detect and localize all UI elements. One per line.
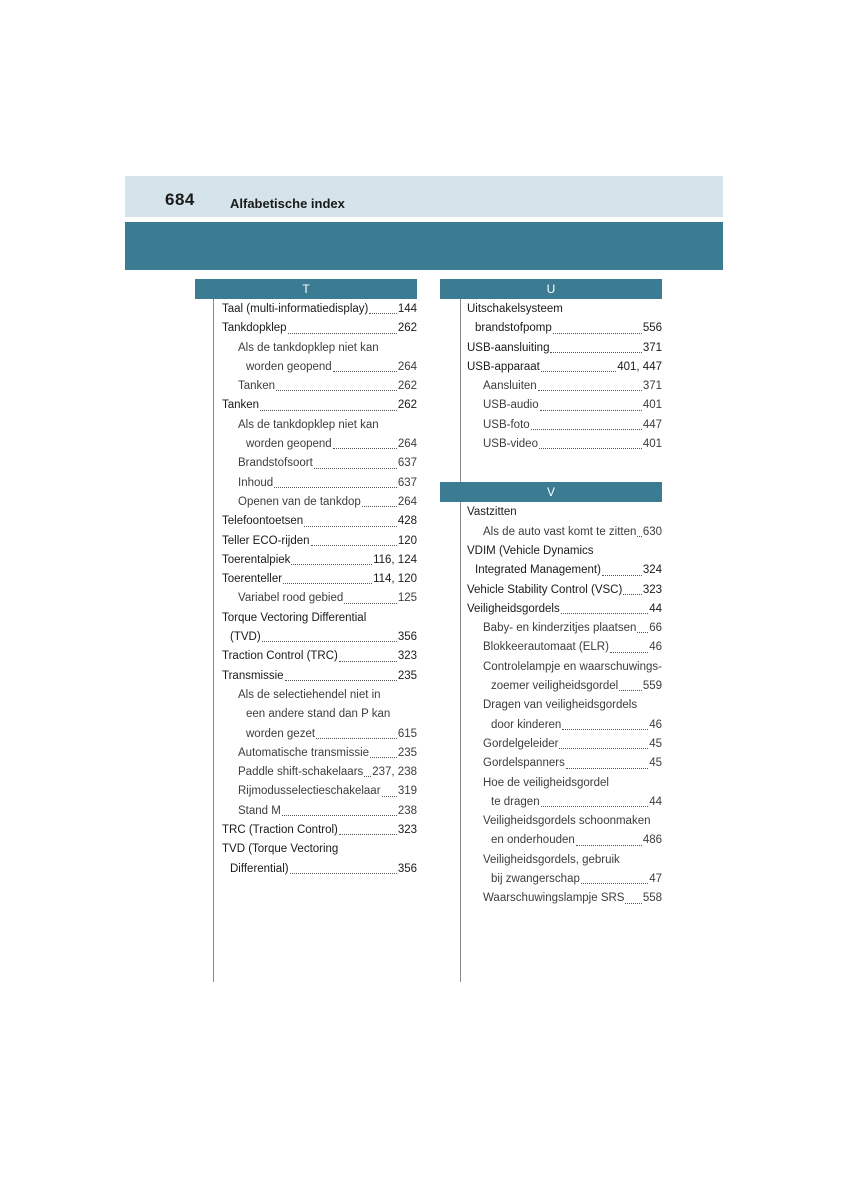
entry-page: 45: [649, 757, 662, 770]
entry-page: 264: [397, 438, 417, 451]
entry-text: USB-foto: [483, 418, 530, 431]
index-entry: [467, 851, 662, 870]
entry-page: 45: [649, 737, 662, 750]
entry-page: 637: [397, 476, 417, 489]
entry-page: 371: [642, 341, 662, 354]
index-entry: [467, 716, 662, 735]
index-entry: [222, 339, 417, 358]
entry-text: Gordelspanners: [483, 757, 565, 770]
index-entry: [222, 300, 417, 319]
entry-text: Traction Control (TRC): [222, 650, 338, 663]
dot-leader: [538, 390, 642, 391]
entry-page: 559: [642, 680, 662, 693]
entry-text: USB-video: [483, 438, 538, 451]
entry-page: 323: [642, 583, 662, 596]
index-entry: [222, 493, 417, 512]
entry-text: Paddle shift-schakelaars: [238, 766, 364, 779]
index-entries-u: [440, 299, 662, 454]
entry-page: 264: [397, 495, 417, 508]
letter-heading-v: V: [440, 482, 662, 502]
entry-text: Toerenteller: [222, 573, 283, 586]
entry-text: Als de auto vast komt te zitten: [483, 525, 637, 538]
index-entry: [222, 860, 417, 879]
index-entry: [222, 705, 417, 724]
entry-page: 401: [642, 438, 662, 451]
entry-text: Transmissie: [222, 669, 284, 682]
entry-text: Als de tankdopklep niet kan: [238, 341, 379, 354]
dot-leader: [531, 429, 642, 430]
entry-text: Gordelgeleider: [483, 737, 559, 750]
entry-text: Teller ECO-rijden: [222, 534, 310, 547]
index-entry: [222, 821, 417, 840]
index-entry: [467, 677, 662, 696]
index-entry: [467, 561, 662, 580]
dot-leader: [314, 468, 397, 469]
entry-text: VDIM (Vehicle Dynamics: [467, 544, 594, 557]
index-entry: [467, 696, 662, 715]
entry-page: 319: [397, 785, 417, 798]
index-entry: [222, 474, 417, 493]
index-column-left: [195, 279, 417, 879]
entry-text: Als de tankdopklep niet kan: [238, 418, 379, 431]
dot-leader: [364, 776, 371, 777]
index-entry: [222, 396, 417, 415]
letter-heading-u: U: [440, 279, 662, 299]
entry-text: Baby- en kinderzitjes plaatsen: [483, 622, 637, 635]
header-band: [125, 176, 723, 217]
index-entry: [467, 503, 662, 522]
entry-text: (TVD): [230, 631, 261, 644]
page-title: Alfabetische index: [230, 196, 345, 211]
entry-text: worden geopend: [246, 360, 332, 373]
dot-leader: [370, 757, 397, 758]
dot-leader: [602, 575, 642, 576]
dot-leader: [333, 448, 397, 449]
entry-page: 262: [397, 399, 417, 412]
entry-text: Tanken: [238, 380, 276, 393]
entry-page: 630: [642, 525, 662, 538]
entry-page: 371: [642, 380, 662, 393]
entry-page: 356: [397, 631, 417, 644]
dot-leader: [553, 333, 642, 334]
entry-page: 262: [397, 380, 417, 393]
dot-leader: [559, 748, 648, 749]
entry-text: Tankdopklep: [222, 322, 287, 335]
dot-leader: [562, 729, 648, 730]
entry-text: worden geopend: [246, 438, 332, 451]
index-entry: [467, 754, 662, 773]
entry-page: 556: [642, 322, 662, 335]
dot-leader: [288, 333, 397, 334]
entry-page: 324: [642, 564, 662, 577]
index-entry: [222, 570, 417, 589]
dot-leader: [285, 680, 397, 681]
index-entry: [467, 793, 662, 812]
entry-page: 116, 124: [373, 553, 417, 566]
dot-leader: [540, 410, 642, 411]
index-entry: [467, 416, 662, 435]
index-entries-t: [195, 299, 417, 879]
entry-text: Veiligheidsgordels schoonmaken: [483, 815, 651, 828]
index-entry: [222, 319, 417, 338]
entry-text: Waarschuwingslampje SRS: [483, 892, 625, 905]
index-column-right: [440, 279, 662, 909]
entry-page: 262: [397, 322, 417, 335]
entry-text: een andere stand dan P kan: [246, 708, 391, 721]
entry-text: USB-audio: [483, 399, 539, 412]
index-entry: [467, 812, 662, 831]
dot-leader: [262, 641, 397, 642]
entry-page: 323: [397, 824, 417, 837]
index-entry: [222, 802, 417, 821]
dot-leader: [291, 564, 372, 565]
dot-leader: [304, 526, 397, 527]
index-entry: [222, 435, 417, 454]
entry-text: Veiligheidsgordels: [467, 602, 560, 615]
index-entry: [467, 358, 662, 377]
index-entry: [467, 581, 662, 600]
dot-leader: [274, 487, 397, 488]
dot-leader: [316, 738, 397, 739]
index-entry: [467, 435, 662, 454]
entry-text: TVD (Torque Vectoring: [222, 843, 339, 856]
dot-leader: [382, 796, 397, 797]
dot-leader: [276, 390, 397, 391]
dot-leader: [637, 632, 648, 633]
index-entry: [467, 600, 662, 619]
entry-text: Rijmodusselectieschakelaar: [238, 785, 381, 798]
index-entry: [467, 396, 662, 415]
entry-text: Vehicle Stability Control (VSC): [467, 583, 623, 596]
index-entry: [467, 542, 662, 561]
entry-text: Automatische transmissie: [238, 746, 370, 759]
entry-text: brandstofpomp: [475, 322, 552, 335]
entry-page: 120: [397, 534, 417, 547]
index-entry: [467, 870, 662, 889]
entry-text: Als de selectiehendel niet in: [238, 688, 381, 701]
index-entry: [467, 774, 662, 793]
dot-leader: [290, 873, 397, 874]
index-entry: [222, 744, 417, 763]
entry-page: 447: [642, 418, 662, 431]
index-entry: [222, 416, 417, 435]
index-entry: [467, 735, 662, 754]
index-entry: [467, 300, 662, 319]
dot-leader: [333, 371, 397, 372]
entry-text: Veiligheidsgordels, gebruik: [483, 853, 620, 866]
index-entry: [222, 532, 417, 551]
index-entry: [222, 589, 417, 608]
entry-text: Taal (multi-informatiedisplay): [222, 303, 369, 315]
dot-leader: [311, 545, 397, 546]
index-entry: [467, 638, 662, 657]
entry-page: 66: [649, 622, 662, 635]
entry-page: 235: [397, 746, 417, 759]
entry-text: Stand M: [238, 804, 281, 817]
dot-leader: [581, 883, 648, 884]
entry-text: Brandstofsoort: [238, 457, 313, 470]
dot-leader: [283, 583, 372, 584]
entry-text: en onderhouden: [491, 834, 575, 847]
entry-page: 558: [642, 892, 662, 905]
entry-text: TRC (Traction Control): [222, 824, 338, 837]
entry-page: 44: [649, 795, 662, 808]
entry-text: Variabel rood gebied: [238, 592, 344, 605]
dot-leader: [539, 448, 642, 449]
dot-leader: [282, 815, 397, 816]
page-number: 684: [165, 190, 195, 209]
index-entry: [467, 619, 662, 638]
entry-page: 401, 447: [617, 360, 662, 373]
entry-page: 125: [397, 592, 417, 605]
entry-text: Differential): [230, 862, 289, 875]
index-entry: [222, 782, 417, 801]
entry-page: 114, 120: [373, 573, 417, 586]
entry-text: Blokkeerautomaat (ELR): [483, 641, 609, 654]
dot-leader: [566, 768, 648, 769]
index-entry: [222, 377, 417, 396]
dot-leader: [561, 613, 649, 614]
index-entry: [467, 889, 662, 908]
entry-page: 486: [642, 834, 662, 847]
entry-text: Vastzitten: [467, 506, 517, 519]
dot-leader: [625, 903, 641, 904]
index-entry: [222, 512, 417, 531]
entry-page: 235: [397, 669, 417, 682]
entry-text: worden gezet: [246, 727, 316, 740]
index-entries-v: [440, 502, 662, 908]
entry-text: Controlelampje en waarschuwings-: [483, 660, 662, 673]
entry-page: 238: [397, 804, 417, 817]
entry-text: Tanken: [222, 399, 260, 412]
index-entry: [467, 377, 662, 396]
index-entry: [467, 319, 662, 338]
decorative-band: [125, 222, 723, 270]
entry-page: 401: [642, 399, 662, 412]
index-entry: [467, 523, 662, 542]
entry-page: 237, 238: [372, 766, 417, 779]
entry-text: Torque Vectoring Differential: [222, 611, 367, 624]
dot-leader: [344, 603, 397, 604]
entry-text: te dragen: [491, 795, 540, 808]
entry-text: door kinderen: [491, 718, 562, 731]
entry-text: Openen van de tankdop: [238, 495, 361, 508]
index-entry: [222, 667, 417, 686]
entry-text: Hoe de veiligheidsgordel: [483, 776, 609, 789]
entry-page: 615: [397, 727, 417, 740]
entry-text: Aansluiten: [483, 380, 537, 393]
dot-leader: [339, 834, 397, 835]
entry-page: 46: [649, 641, 662, 654]
index-entry: [467, 339, 662, 358]
entry-page: 44: [649, 602, 662, 615]
index-entry: [222, 454, 417, 473]
entry-page: 356: [397, 862, 417, 875]
index-entry: [222, 686, 417, 705]
dot-leader: [550, 352, 641, 353]
entry-page: 46: [649, 718, 662, 731]
dot-leader: [637, 536, 641, 537]
index-entry: [222, 628, 417, 647]
entry-text: Integrated Management): [475, 564, 601, 577]
entry-text: Inhoud: [238, 476, 274, 489]
entry-text: USB-apparaat: [467, 360, 540, 373]
dot-leader: [541, 371, 616, 372]
entry-page: 47: [649, 873, 662, 886]
entry-page: 264: [397, 360, 417, 373]
index-entry: [222, 725, 417, 744]
index-entry: [222, 609, 417, 628]
entry-text: zoemer veiligheidsgordel: [491, 680, 619, 693]
letter-heading-t: T: [195, 279, 417, 299]
entry-page: 428: [397, 515, 417, 528]
index-entry: [222, 840, 417, 859]
entry-text: Toerentalpiek: [222, 553, 291, 566]
entry-text: USB-aansluiting: [467, 341, 550, 354]
entry-page: 637: [397, 457, 417, 470]
index-entry: [222, 358, 417, 377]
entry-text: Dragen van veiligheidsgordels: [483, 699, 638, 712]
entry-page: 323: [397, 650, 417, 663]
index-entry: [222, 551, 417, 570]
dot-leader: [260, 410, 397, 411]
index-entry: [222, 763, 417, 782]
entry-text: Telefoontoetsen: [222, 515, 304, 528]
dot-leader: [362, 506, 397, 507]
dot-leader: [369, 313, 396, 314]
dot-leader: [619, 690, 642, 691]
index-entry: [222, 647, 417, 666]
entry-text: Uitschakelsysteem: [467, 303, 563, 315]
dot-leader: [623, 594, 642, 595]
dot-leader: [576, 845, 642, 846]
entry-page: 144: [397, 303, 417, 315]
dot-leader: [339, 661, 397, 662]
dot-leader: [610, 652, 648, 653]
entry-text: bij zwangerschap: [491, 873, 580, 886]
index-entry: [467, 831, 662, 850]
index-entry: [467, 658, 662, 677]
dot-leader: [541, 806, 649, 807]
